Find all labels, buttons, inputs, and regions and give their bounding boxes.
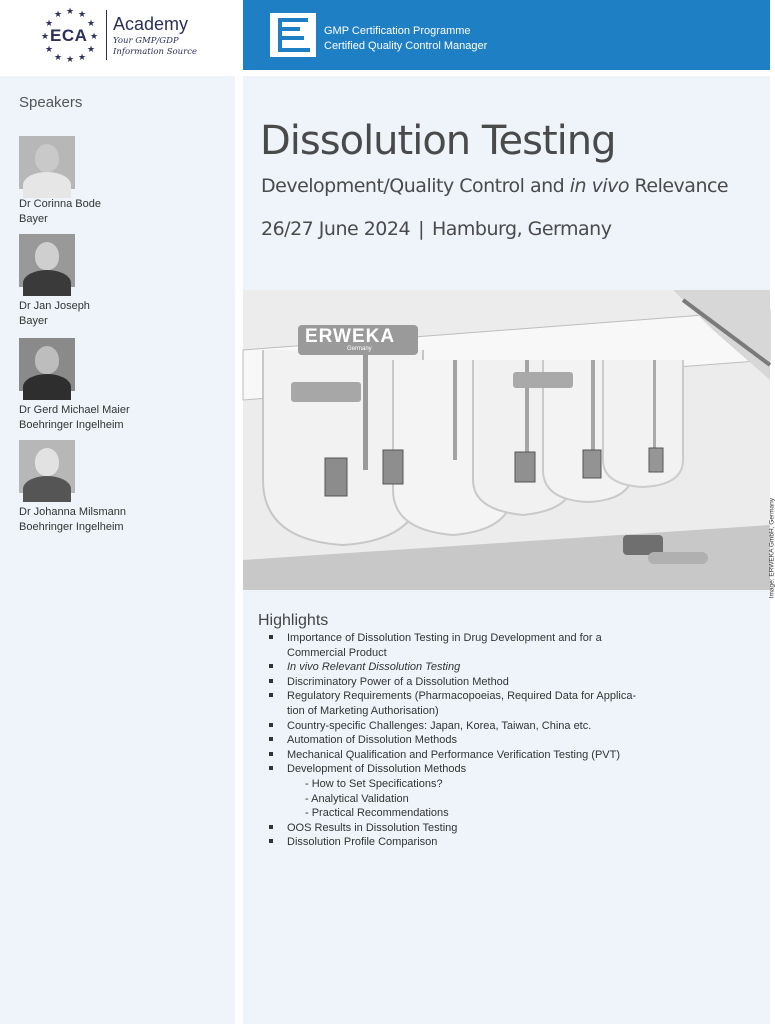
- academy-word: Academy: [113, 14, 189, 34]
- list-item: Dissolution Profile Comparison: [269, 835, 679, 850]
- speaker-company: Boehringer Ingelheim: [19, 419, 124, 431]
- list-item: Mechanical Qualification and Performance Verification Testing (PVT): [269, 748, 679, 763]
- speaker-card: [19, 234, 229, 329]
- speaker-photo: [19, 338, 75, 391]
- main-content: [243, 76, 775, 1024]
- list-item: Country-specific Challenges: Japan, Korea, Taiwan, China etc.: [269, 719, 679, 734]
- speakers-heading: Speakers: [19, 94, 83, 111]
- speakers-panel: [0, 76, 235, 1024]
- academy-tagline: [113, 36, 197, 58]
- eca-logo-text: ECA: [50, 26, 88, 45]
- programme-banner: [243, 0, 770, 70]
- speaker-company: Bayer: [19, 213, 48, 225]
- speaker-card: [19, 338, 229, 433]
- subtitle-pre: Development/Quality Control and: [261, 175, 570, 197]
- date-separator: |: [418, 218, 424, 240]
- speaker-photo: [19, 440, 75, 493]
- list-item: Automation of Dissolution Methods: [269, 733, 679, 748]
- programme-line-1: GMP Certification Programme: [324, 25, 471, 37]
- certification-logo-icon: [270, 13, 316, 57]
- hero-image: [243, 290, 770, 590]
- bullet-icon: [269, 752, 273, 756]
- list-item: Importance of Dissolution Testing in Drug Development and for a: [269, 631, 679, 646]
- page-title: Dissolution Testing: [260, 118, 616, 164]
- subtitle-post: Relevance: [629, 175, 729, 197]
- list-item: Regulatory Requirements (Pharmacopoeias, Required Data for Applica-: [269, 689, 679, 704]
- list-item: - Analytical Validation: [305, 792, 409, 805]
- bullet-icon: [269, 737, 273, 741]
- list-item: In vivo Relevant Dissolution Testing: [269, 660, 679, 675]
- event-date: 26/27 June 2024: [261, 218, 411, 240]
- list-item: Development of Dissolution Methods: [269, 762, 679, 777]
- event-location: Hamburg, Germany: [431, 218, 612, 240]
- bullet-icon: [269, 825, 273, 829]
- speaker-name: Dr Corinna Bode: [19, 198, 101, 210]
- bullet-icon: [269, 693, 273, 697]
- programme-line-2: Certified Quality Control Manager: [324, 40, 488, 52]
- logo-divider: [106, 10, 107, 60]
- speaker-name: Dr Jan Joseph: [19, 300, 90, 312]
- event-subtitle: [261, 175, 728, 197]
- speaker-card: [19, 136, 229, 227]
- speaker-card: [19, 440, 229, 535]
- speaker-photo: [19, 234, 75, 287]
- list-item: OOS Results in Dissolution Testing: [269, 821, 679, 836]
- bullet-icon: [269, 679, 273, 683]
- star-ring-icon: ★ ★ ★ ★ ★ ★ ★ ★ ★ ★ ★ ★: [41, 7, 99, 65]
- event-date-location: [261, 218, 611, 240]
- speaker-company: Boehringer Ingelheim: [19, 521, 124, 533]
- eca-academy-logo: [0, 0, 243, 70]
- list-item: - How to Set Specifications?: [305, 777, 443, 790]
- highlights-list: [269, 631, 679, 850]
- speaker-name: Dr Johanna Milsmann: [19, 506, 126, 518]
- bullet-icon: [269, 635, 273, 639]
- image-credit: Image: ERWEKA GmbH, Germany: [768, 498, 775, 599]
- list-item: Commercial Product: [287, 646, 387, 659]
- tagline-line-2: Information Source: [113, 47, 197, 57]
- speaker-company: Bayer: [19, 315, 48, 327]
- subtitle-italic: in vivo: [569, 175, 630, 197]
- bullet-icon: [269, 664, 273, 668]
- list-item: Discriminatory Power of a Dissolution Method: [269, 675, 679, 690]
- programme-text: [324, 24, 487, 54]
- bullet-icon: [269, 839, 273, 843]
- speaker-name: Dr Gerd Michael Maier: [19, 404, 130, 416]
- list-item: - Practical Recommendations: [305, 807, 449, 820]
- tagline-line-1: Your GMP/GDP: [113, 36, 179, 46]
- brand-sub-label: Germany: [347, 346, 372, 352]
- highlights-heading: Highlights: [258, 612, 329, 629]
- list-item: tion of Marketing Authorisation): [287, 704, 439, 717]
- bullet-icon: [269, 723, 273, 727]
- brand-label: ERWEKA: [305, 326, 396, 347]
- bullet-icon: [269, 766, 273, 770]
- speaker-photo: [19, 136, 75, 189]
